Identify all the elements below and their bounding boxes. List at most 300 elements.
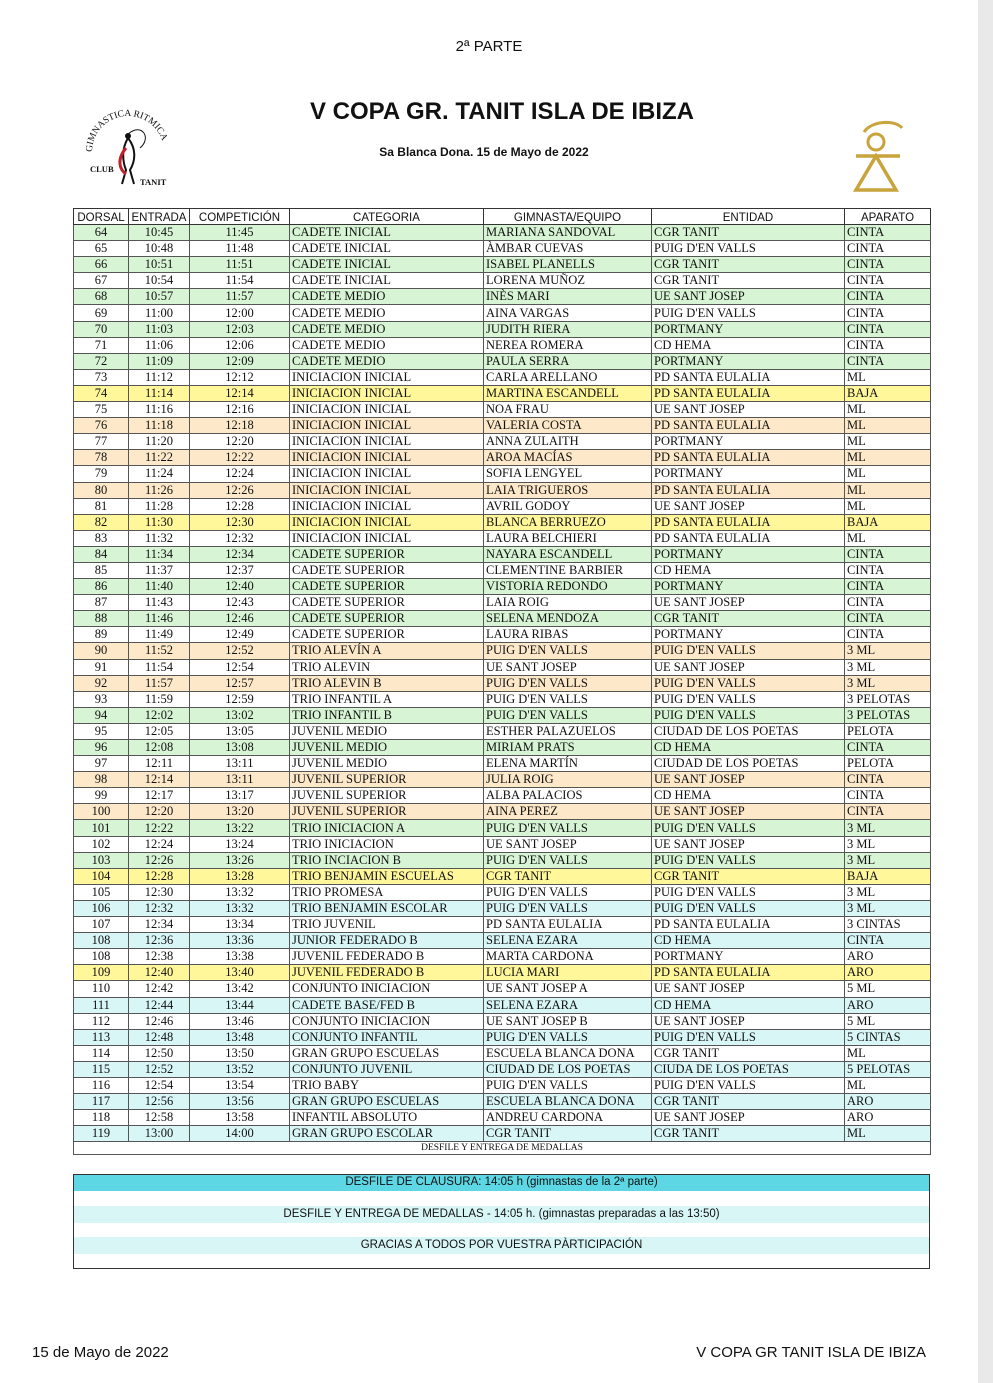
cell-entidad: PUIG D'EN VALLS: [652, 241, 845, 257]
cell-competicion: 13:28: [190, 868, 290, 884]
cell-aparato: 3 ML: [845, 675, 931, 691]
table-row: [74, 1013, 931, 1029]
cell-entrada: 12:05: [129, 723, 190, 739]
cell-entidad: PUIG D'EN VALLS: [652, 305, 845, 321]
cell-entrada: 11:57: [129, 675, 190, 691]
cell-categoria: CADETE MEDIO: [290, 305, 484, 321]
cell-categoria: JUVENIL MEDIO: [290, 740, 484, 756]
table-footer-text: DESFILE Y ENTREGA DE MEDALLAS: [74, 1142, 931, 1155]
cell-entidad: PUIG D'EN VALLS: [652, 900, 845, 916]
cell-dorsal: 113: [74, 1029, 129, 1045]
col-header-categoria: CATEGORIA: [290, 209, 484, 225]
cell-entidad: UE SANT JOSEP: [652, 402, 845, 418]
cell-categoria: CADETE INICIAL: [290, 225, 484, 241]
cell-entrada: 12:32: [129, 900, 190, 916]
cell-aparato: ML: [845, 450, 931, 466]
cell-entrada: 12:48: [129, 1029, 190, 1045]
cell-categoria: JUVENIL SUPERIOR: [290, 772, 484, 788]
cell-competicion: 12:14: [190, 385, 290, 401]
table-row: [74, 900, 931, 916]
cell-categoria: CADETE SUPERIOR: [290, 562, 484, 578]
cell-gimnasta: ANDREU CARDONA: [484, 1110, 652, 1126]
cell-competicion: 13:50: [190, 1045, 290, 1061]
cell-aparato: 5 PELOTAS: [845, 1061, 931, 1077]
cell-categoria: CONJUNTO JUVENIL: [290, 1061, 484, 1077]
cell-aparato: 3 ML: [845, 900, 931, 916]
cell-dorsal: 85: [74, 562, 129, 578]
cell-aparato: CINTA: [845, 740, 931, 756]
cell-categoria: JUVENIL MEDIO: [290, 723, 484, 739]
cell-categoria: INICIACION INICIAL: [290, 385, 484, 401]
cell-categoria: JUVENIL FEDERADO B: [290, 965, 484, 981]
cell-entidad: CGR TANIT: [652, 257, 845, 273]
cell-entidad: PORTMANY: [652, 466, 845, 482]
cell-entidad: PUIG D'EN VALLS: [652, 643, 845, 659]
cell-competicion: 13:22: [190, 820, 290, 836]
cell-aparato: ML: [845, 402, 931, 418]
cell-entidad: PORTMANY: [652, 627, 845, 643]
table-row: [74, 353, 931, 369]
cell-competicion: 13:58: [190, 1110, 290, 1126]
table-row: [74, 1077, 931, 1093]
table-row: [74, 981, 931, 997]
cell-aparato: ML: [845, 369, 931, 385]
cell-categoria: JUVENIL FEDERADO B: [290, 949, 484, 965]
cell-competicion: 13:52: [190, 1061, 290, 1077]
cell-categoria: CADETE INICIAL: [290, 257, 484, 273]
cell-categoria: INICIACION INICIAL: [290, 530, 484, 546]
cell-dorsal: 99: [74, 788, 129, 804]
cell-entrada: 10:51: [129, 257, 190, 273]
cell-dorsal: 69: [74, 305, 129, 321]
cell-entidad: PD SANTA EULALIA: [652, 450, 845, 466]
cell-dorsal: 98: [74, 772, 129, 788]
table-row: [74, 289, 931, 305]
cell-entrada: 12:14: [129, 772, 190, 788]
cell-categoria: CADETE MEDIO: [290, 289, 484, 305]
cell-dorsal: 82: [74, 514, 129, 530]
cell-entrada: 11:09: [129, 353, 190, 369]
table-row: [74, 369, 931, 385]
cell-competicion: 13:26: [190, 852, 290, 868]
table-row: [74, 402, 931, 418]
cell-aparato: BAJA: [845, 385, 931, 401]
cell-aparato: ML: [845, 1077, 931, 1093]
cell-gimnasta: SELENA MENDOZA: [484, 611, 652, 627]
cell-entidad: PUIG D'EN VALLS: [652, 820, 845, 836]
cell-dorsal: 111: [74, 997, 129, 1013]
cell-gimnasta: UE SANT JOSEP: [484, 836, 652, 852]
cell-entidad: CD HEMA: [652, 933, 845, 949]
cell-categoria: CADETE MEDIO: [290, 337, 484, 353]
cell-dorsal: 112: [74, 1013, 129, 1029]
table-row: [74, 450, 931, 466]
cell-gimnasta: PUIG D'EN VALLS: [484, 1077, 652, 1093]
cell-entrada: 11:49: [129, 627, 190, 643]
cell-entidad: CGR TANIT: [652, 1126, 845, 1142]
cell-categoria: CADETE INICIAL: [290, 241, 484, 257]
cell-entrada: 12:50: [129, 1045, 190, 1061]
cell-entidad: PD SANTA EULALIA: [652, 482, 845, 498]
cell-entidad: PD SANTA EULALIA: [652, 418, 845, 434]
cell-dorsal: 87: [74, 595, 129, 611]
document-subtitle: Sa Blanca Dona. 15 de Mayo de 2022: [379, 145, 589, 159]
cell-dorsal: 118: [74, 1110, 129, 1126]
cell-gimnasta: MARTA CARDONA: [484, 949, 652, 965]
cell-aparato: PELOTA: [845, 723, 931, 739]
table-row: [74, 804, 931, 820]
cell-dorsal: 72: [74, 353, 129, 369]
cell-competicion: 13:34: [190, 917, 290, 933]
cell-categoria: INICIACION INICIAL: [290, 514, 484, 530]
cell-gimnasta: LORENA MUÑOZ: [484, 273, 652, 289]
cell-gimnasta: NOA FRAU: [484, 402, 652, 418]
cell-gimnasta: ANNA ZULAITH: [484, 434, 652, 450]
cell-dorsal: 75: [74, 402, 129, 418]
cell-aparato: CINTA: [845, 933, 931, 949]
cell-competicion: 12:16: [190, 402, 290, 418]
cell-entrada: 12:17: [129, 788, 190, 804]
cell-aparato: 3 ML: [845, 820, 931, 836]
cell-dorsal: 65: [74, 241, 129, 257]
cell-gimnasta: MARIANA SANDOVAL: [484, 225, 652, 241]
cell-aparato: CINTA: [845, 627, 931, 643]
cell-entrada: 11:32: [129, 530, 190, 546]
table-row: [74, 434, 931, 450]
cell-entidad: PUIG D'EN VALLS: [652, 707, 845, 723]
cell-categoria: INICIACION INICIAL: [290, 418, 484, 434]
cell-entidad: CGR TANIT: [652, 1045, 845, 1061]
cell-entidad: UE SANT JOSEP: [652, 981, 845, 997]
table-row: [74, 225, 931, 241]
table-row: [74, 675, 931, 691]
cell-entidad: CD HEMA: [652, 788, 845, 804]
table-header-row: [74, 209, 931, 225]
col-header-entidad: ENTIDAD: [652, 209, 845, 225]
cell-entidad: CD HEMA: [652, 997, 845, 1013]
schedule-body: [74, 225, 931, 1142]
cell-competicion: 12:03: [190, 321, 290, 337]
cell-dorsal: 77: [74, 434, 129, 450]
logo-tanit-text: TANIT: [140, 177, 167, 187]
logo-arc-text: GIMNASTICA RITMICA: [84, 108, 169, 153]
cell-dorsal: 114: [74, 1045, 129, 1061]
spacer-row: [74, 1191, 929, 1206]
cell-entrada: 12:46: [129, 1013, 190, 1029]
cell-entrada: 11:37: [129, 562, 190, 578]
cell-dorsal: 89: [74, 627, 129, 643]
cell-aparato: CINTA: [845, 353, 931, 369]
cell-categoria: TRIO ALEVIN: [290, 659, 484, 675]
cell-aparato: CINTA: [845, 321, 931, 337]
table-row: [74, 836, 931, 852]
cell-gimnasta: AINA VARGAS: [484, 305, 652, 321]
cell-competicion: 12:34: [190, 546, 290, 562]
table-row: [74, 257, 931, 273]
cell-categoria: GRAN GRUPO ESCUELAS: [290, 1094, 484, 1110]
cell-competicion: 12:30: [190, 514, 290, 530]
cell-entidad: UE SANT JOSEP: [652, 498, 845, 514]
cell-gimnasta: LUCIA MARI: [484, 965, 652, 981]
cell-entidad: PUIG D'EN VALLS: [652, 852, 845, 868]
cell-competicion: 14:00: [190, 1126, 290, 1142]
cell-entrada: 12:26: [129, 852, 190, 868]
cell-dorsal: 119: [74, 1126, 129, 1142]
cell-entidad: UE SANT JOSEP: [652, 1110, 845, 1126]
cell-aparato: 3 CINTAS: [845, 917, 931, 933]
table-row: [74, 627, 931, 643]
cell-gimnasta: PUIG D'EN VALLS: [484, 643, 652, 659]
cell-gimnasta: PUIG D'EN VALLS: [484, 820, 652, 836]
cell-competicion: 13:54: [190, 1077, 290, 1093]
cell-competicion: 13:08: [190, 740, 290, 756]
cell-entidad: UE SANT JOSEP: [652, 836, 845, 852]
table-row: [74, 385, 931, 401]
table-row: [74, 498, 931, 514]
table-row: [74, 965, 931, 981]
cell-entidad: CIUDA DE LOS POETAS: [652, 1061, 845, 1077]
cell-categoria: JUNIOR FEDERADO B: [290, 933, 484, 949]
cell-entrada: 11:00: [129, 305, 190, 321]
cell-entidad: UE SANT JOSEP: [652, 659, 845, 675]
cell-gimnasta: AROA MACÍAS: [484, 450, 652, 466]
cell-gimnasta: LAIA ROIG: [484, 595, 652, 611]
cell-dorsal: 96: [74, 740, 129, 756]
cell-entidad: PUIG D'EN VALLS: [652, 1029, 845, 1045]
cell-dorsal: 90: [74, 643, 129, 659]
cell-gimnasta: VALERIA COSTA: [484, 418, 652, 434]
cell-aparato: 3 ML: [845, 836, 931, 852]
cell-competicion: 12:28: [190, 498, 290, 514]
medals-note: DESFILE Y ENTREGA DE MEDALLAS - 14:05 h. (gimnastas preparadas a las 13:50): [74, 1206, 929, 1223]
cell-categoria: INICIACION INICIAL: [290, 498, 484, 514]
cell-gimnasta: UE SANT JOSEP B: [484, 1013, 652, 1029]
cell-dorsal: 91: [74, 659, 129, 675]
cell-entrada: 12:20: [129, 804, 190, 820]
cell-categoria: GRAN GRUPO ESCUELAS: [290, 1045, 484, 1061]
cell-competicion: 13:32: [190, 884, 290, 900]
cell-entrada: 12:40: [129, 965, 190, 981]
cell-entrada: 11:20: [129, 434, 190, 450]
table-row: [74, 611, 931, 627]
footer-event: V COPA GR TANIT ISLA DE IBIZA: [696, 1344, 926, 1361]
cell-aparato: 5 CINTAS: [845, 1029, 931, 1045]
table-row: [74, 917, 931, 933]
table-row: [74, 482, 931, 498]
table-row: [74, 691, 931, 707]
cell-entrada: 11:06: [129, 337, 190, 353]
cell-gimnasta: AINA PEREZ: [484, 804, 652, 820]
cell-categoria: INICIACION INICIAL: [290, 482, 484, 498]
cell-categoria: INICIACION INICIAL: [290, 466, 484, 482]
cell-entrada: 11:24: [129, 466, 190, 482]
cell-entrada: 10:57: [129, 289, 190, 305]
cell-entrada: 11:14: [129, 385, 190, 401]
cell-entidad: PUIG D'EN VALLS: [652, 1077, 845, 1093]
table-row: [74, 707, 931, 723]
cell-competicion: 12:49: [190, 627, 290, 643]
cell-dorsal: 108: [74, 933, 129, 949]
cell-dorsal: 76: [74, 418, 129, 434]
logo-club-text: CLUB: [90, 164, 114, 174]
cell-entrada: 12:38: [129, 949, 190, 965]
cell-gimnasta: JUDITH RIERA: [484, 321, 652, 337]
cell-gimnasta: INÈS MARI: [484, 289, 652, 305]
cell-competicion: 12:52: [190, 643, 290, 659]
cell-categoria: TRIO PROMESA: [290, 884, 484, 900]
cell-aparato: PELOTA: [845, 756, 931, 772]
table-row: [74, 1110, 931, 1126]
cell-competicion: 11:54: [190, 273, 290, 289]
cell-competicion: 13:46: [190, 1013, 290, 1029]
cell-aparato: ML: [845, 498, 931, 514]
cell-entrada: 11:46: [129, 611, 190, 627]
cell-gimnasta: PUIG D'EN VALLS: [484, 1029, 652, 1045]
cell-entidad: CGR TANIT: [652, 1094, 845, 1110]
cell-entidad: PUIG D'EN VALLS: [652, 675, 845, 691]
cell-dorsal: 102: [74, 836, 129, 852]
cell-aparato: ML: [845, 482, 931, 498]
cell-entrada: 12:30: [129, 884, 190, 900]
cell-categoria: TRIO JUVENIL: [290, 917, 484, 933]
cell-aparato: CINTA: [845, 788, 931, 804]
cell-entrada: 11:59: [129, 691, 190, 707]
cell-gimnasta: JULIA ROIG: [484, 772, 652, 788]
cell-gimnasta: UE SANT JOSEP A: [484, 981, 652, 997]
closing-notes-box: [73, 1174, 930, 1269]
cell-categoria: TRIO INICIACION: [290, 836, 484, 852]
col-header-dorsal: DORSAL: [74, 209, 129, 225]
cell-competicion: 12:00: [190, 305, 290, 321]
cell-gimnasta: ESCUELA BLANCA DONA: [484, 1094, 652, 1110]
spacer-row: [74, 1254, 929, 1268]
cell-entrada: 12:24: [129, 836, 190, 852]
cell-competicion: 13:36: [190, 933, 290, 949]
cell-competicion: 13:48: [190, 1029, 290, 1045]
cell-dorsal: 81: [74, 498, 129, 514]
cell-competicion: 13:42: [190, 981, 290, 997]
cell-entidad: PD SANTA EULALIA: [652, 917, 845, 933]
table-row: [74, 337, 931, 353]
cell-dorsal: 79: [74, 466, 129, 482]
cell-dorsal: 66: [74, 257, 129, 273]
cell-aparato: ARO: [845, 997, 931, 1013]
cell-entidad: CGR TANIT: [652, 868, 845, 884]
table-row: [74, 643, 931, 659]
table-row: [74, 740, 931, 756]
cell-gimnasta: PUIG D'EN VALLS: [484, 900, 652, 916]
thanks-note: GRACIAS A TODOS POR VUESTRA PÀRTICIPACIÓN: [74, 1237, 929, 1254]
cell-dorsal: 101: [74, 820, 129, 836]
cell-gimnasta: LAIA TRIGUEROS: [484, 482, 652, 498]
cell-competicion: 13:44: [190, 997, 290, 1013]
cell-entrada: 11:18: [129, 418, 190, 434]
table-row: [74, 884, 931, 900]
cell-entidad: CGR TANIT: [652, 611, 845, 627]
cell-competicion: 12:20: [190, 434, 290, 450]
table-row: [74, 1045, 931, 1061]
table-row: [74, 562, 931, 578]
cell-categoria: TRIO BENJAMIN ESCOLAR: [290, 900, 484, 916]
cell-dorsal: 71: [74, 337, 129, 353]
table-row: [74, 756, 931, 772]
cell-competicion: 12:06: [190, 337, 290, 353]
cell-aparato: 3 ML: [845, 659, 931, 675]
cell-aparato: ML: [845, 1126, 931, 1142]
cell-entrada: 12:42: [129, 981, 190, 997]
cell-entrada: 11:12: [129, 369, 190, 385]
cell-entrada: 11:30: [129, 514, 190, 530]
cell-categoria: TRIO INFANTIL A: [290, 691, 484, 707]
table-row: [74, 546, 931, 562]
cell-competicion: 13:17: [190, 788, 290, 804]
cell-dorsal: 93: [74, 691, 129, 707]
cell-aparato: ARO: [845, 1110, 931, 1126]
cell-gimnasta: CARLA ARELLANO: [484, 369, 652, 385]
cell-entrada: 12:28: [129, 868, 190, 884]
cell-aparato: CINTA: [845, 241, 931, 257]
cell-entrada: 12:11: [129, 756, 190, 772]
cell-aparato: CINTA: [845, 804, 931, 820]
table-row: [74, 1126, 931, 1142]
cell-dorsal: 100: [74, 804, 129, 820]
cell-aparato: BAJA: [845, 868, 931, 884]
cell-gimnasta: PD SANTA EULALIA: [484, 917, 652, 933]
cell-aparato: ML: [845, 418, 931, 434]
cell-dorsal: 109: [74, 965, 129, 981]
spacer-row: [74, 1223, 929, 1237]
cell-competicion: 12:54: [190, 659, 290, 675]
col-header-gimnasta: GIMNASTA/EQUIPO: [484, 209, 652, 225]
cell-dorsal: 92: [74, 675, 129, 691]
tanit-symbol-logo: [846, 118, 908, 192]
cell-entidad: CGR TANIT: [652, 273, 845, 289]
cell-categoria: TRIO BENJAMIN ESCUELAS: [290, 868, 484, 884]
table-row: [74, 418, 931, 434]
cell-entrada: 10:48: [129, 241, 190, 257]
cell-categoria: TRIO INICIACION A: [290, 820, 484, 836]
cell-gimnasta: ESCUELA BLANCA DONA: [484, 1045, 652, 1061]
cell-aparato: CINTA: [845, 579, 931, 595]
cell-competicion: 12:09: [190, 353, 290, 369]
cell-gimnasta: BLANCA BERRUEZO: [484, 514, 652, 530]
cell-entrada: 12:22: [129, 820, 190, 836]
cell-dorsal: 105: [74, 884, 129, 900]
cell-entrada: 11:54: [129, 659, 190, 675]
cell-entidad: UE SANT JOSEP: [652, 595, 845, 611]
cell-entrada: 12:08: [129, 740, 190, 756]
cell-dorsal: 84: [74, 546, 129, 562]
cell-aparato: ML: [845, 466, 931, 482]
cell-entrada: 11:43: [129, 595, 190, 611]
table-row: [74, 820, 931, 836]
cell-competicion: 12:32: [190, 530, 290, 546]
cell-aparato: 3 PELOTAS: [845, 707, 931, 723]
cell-gimnasta: MARTINA ESCANDELL: [484, 385, 652, 401]
cell-categoria: JUVENIL MEDIO: [290, 756, 484, 772]
cell-entrada: 11:40: [129, 579, 190, 595]
col-header-entrada: ENTRADA: [129, 209, 190, 225]
cell-entrada: 11:16: [129, 402, 190, 418]
cell-entrada: 11:03: [129, 321, 190, 337]
cell-categoria: INFANTIL ABSOLUTO: [290, 1110, 484, 1126]
cell-entrada: 12:02: [129, 707, 190, 723]
table-row: [74, 514, 931, 530]
cell-entrada: 11:28: [129, 498, 190, 514]
cell-entrada: 12:36: [129, 933, 190, 949]
cell-dorsal: 95: [74, 723, 129, 739]
cell-dorsal: 108: [74, 949, 129, 965]
